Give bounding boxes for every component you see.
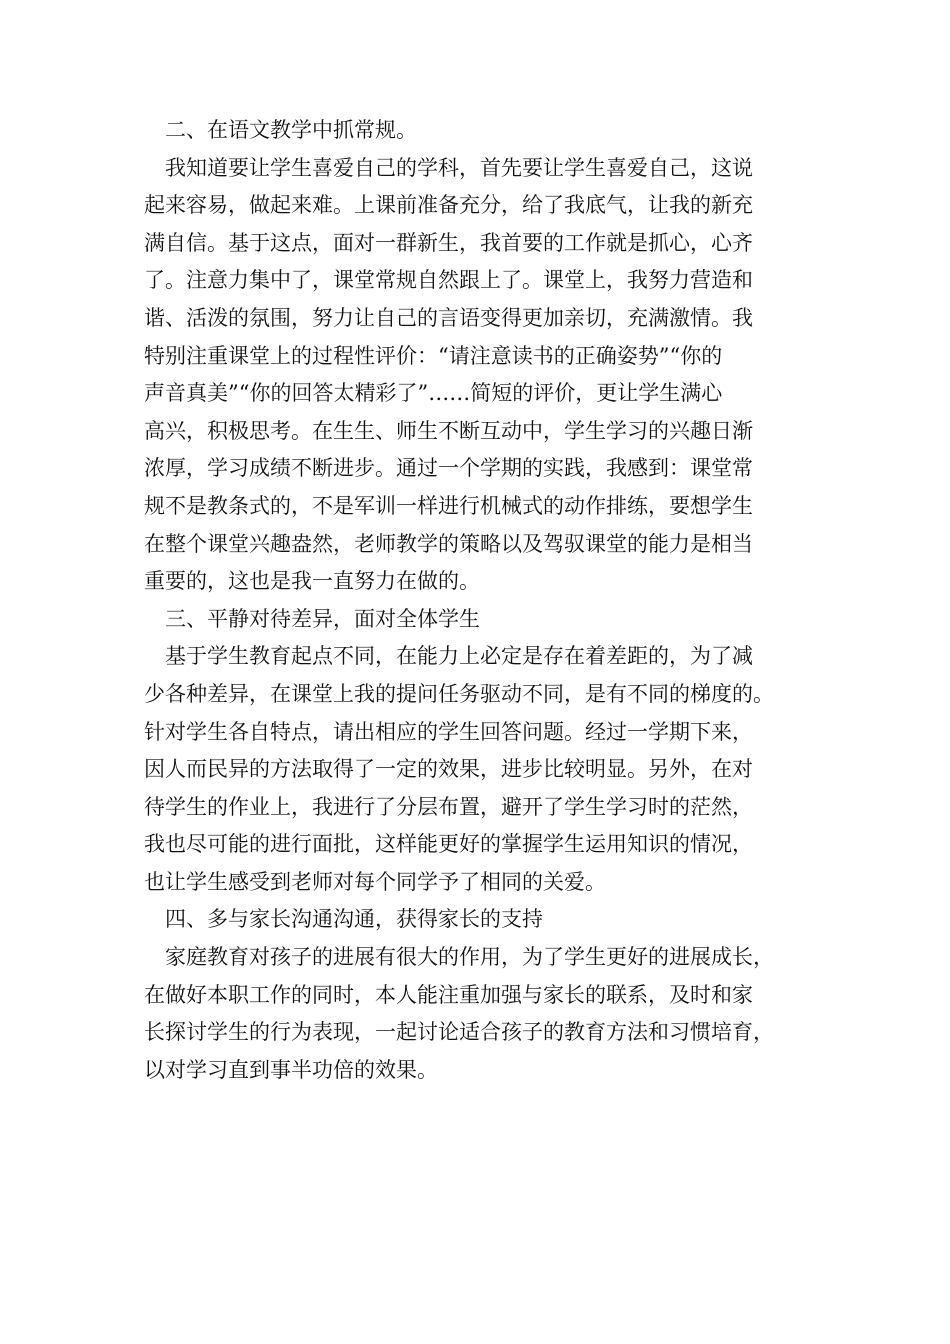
paragraph-line: 在做好本职工作的同时，本人能注重加强与家长的联系，及时和家 (144, 982, 753, 1007)
paragraph-line: 重要的，这也是我一直努力在做的。 (144, 569, 480, 594)
paragraph-line: 浓厚，学习成绩不断进步。通过一个学期的实践，我感到：课堂常 (144, 456, 753, 481)
section-heading-4: 四、多与家长沟通沟通，获得家长的支持 (165, 907, 543, 932)
paragraph-line: 规不是教条式的，不是军训一样进行机械式的动作排练，要想学生 (144, 493, 753, 518)
paragraph-line: 我知道要让学生喜爱自己的学科，首先要让学生喜爱自己，这说 (165, 155, 753, 180)
paragraph-line: 基于学生教育起点不同，在能力上必定是存在着差距的，为了减 (165, 644, 753, 669)
document-body (144, 112, 814, 1089)
paragraph-line: 高兴，积极思考。在生生、师生不断互动中，学生学习的兴趣日渐 (144, 418, 753, 443)
paragraph-line: 以对学习直到事半功倍的效果。 (144, 1057, 438, 1082)
paragraph-line: 了。注意力集中了，课堂常规自然跟上了。课堂上，我努力营造和 (144, 268, 753, 293)
paragraph-line: 家庭教育对孩子的进展有很大的作用，为了学生更好的进展成长， (165, 945, 774, 970)
paragraph-line: 起来容易，做起来难。上课前准备充分，给了我底气，让我的新充 (144, 193, 753, 218)
paragraph-line: 少各种差异，在课堂上我的提问任务驱动不同，是有不同的梯度的。 (144, 681, 774, 706)
paragraph-line: 在整个课堂兴趣盎然，老师教学的策略以及驾驭课堂的能力是相当 (144, 531, 753, 556)
paragraph-line: 因人而民异的方法取得了一定的效果，进步比较明显。另外，在对 (144, 757, 753, 782)
paragraph-line: 针对学生各自特点，请出相应的学生回答问题。经过一学期下来， (144, 719, 753, 744)
paragraph-line: 也让学生感受到老师对每个同学予了相同的关爱。 (144, 869, 606, 894)
section-heading-2: 二、在语文教学中抓常规。 (165, 118, 417, 142)
paragraph-line: 待学生的作业上，我进行了分层布置，避开了学生学习时的茫然， (144, 794, 753, 819)
paragraph-line: 长探讨学生的行为表现，一起讨论适合孩子的教育方法和习惯培育， (144, 1020, 774, 1045)
section-heading-3: 三、平静对待差异，面对全体学生 (165, 606, 480, 631)
paragraph-line: 谐、活泼的氛围，努力让自己的言语变得更加亲切，充满激情。我 (144, 305, 753, 330)
paragraph-line: 特别注重课堂上的过程性评价：“请注意读书的正确姿势”“你的 (144, 343, 723, 368)
paragraph-line: 声音真美”“你的回答太精彩了”……简短的评价，更让学生满心 (144, 381, 723, 406)
paragraph-line: 我也尽可能的进行面批，这样能更好的掌握学生运用知识的情况， (144, 832, 753, 857)
paragraph-line: 满自信。基于这点，面对一群新生，我首要的工作就是抓心，心齐 (144, 230, 753, 255)
